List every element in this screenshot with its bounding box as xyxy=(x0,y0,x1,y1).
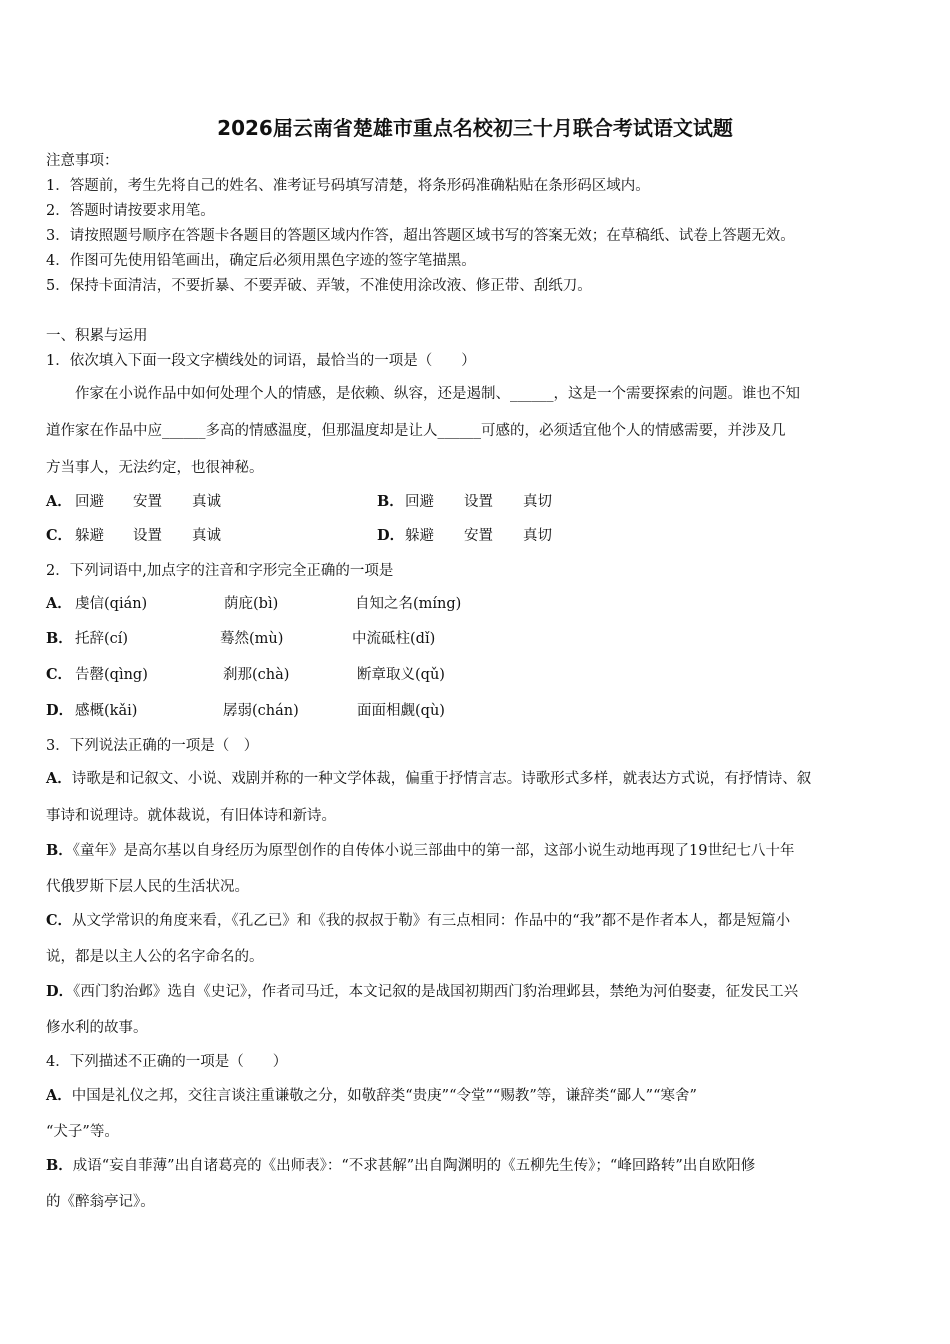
option-line xyxy=(46,1156,755,1176)
passage-line: 作家在小说作品中如何处理个人的情感，是依赖、纵容，还是遏制、______，这是一个需要探索的问题。谁也不知 xyxy=(46,386,800,402)
question-stem-1: 1．依次填入下面一段文字横线处的词语，最恰当的一项是（ ） xyxy=(46,353,476,369)
option-word: 躲避 xyxy=(405,528,434,544)
notice-heading: 注意事项： xyxy=(46,153,119,169)
option-word: 设置 xyxy=(133,528,162,544)
question-stem-2: 2．下列词语中,加点字的注音和字形完全正确的一项是 xyxy=(46,563,394,579)
option-word: 虔信(qián) xyxy=(75,596,148,612)
option-word: 感概(kǎi) xyxy=(75,703,138,719)
option-label: A． xyxy=(46,595,72,612)
option-line xyxy=(46,841,794,861)
option-line xyxy=(46,982,798,1002)
notice-item: 5．保持卡面清洁，不要折暴、不要弄破、弄皱，不准使用涂改液、修正带、刮纸刀。 xyxy=(46,278,592,294)
notice-item: 2．答题时请按要求用笔。 xyxy=(46,203,215,219)
option-word: 躲避 xyxy=(75,528,104,544)
option-line xyxy=(46,1086,697,1106)
option-text: 的《醉翁亭记》。 xyxy=(46,1194,155,1210)
option-label: C． xyxy=(46,527,73,544)
option-word: 真切 xyxy=(523,528,552,544)
notice-item: 3．请按照题号顺序在答题卡各题目的答题区域内作答，超出答题区域书写的答案无效；在草稿纸、试卷上答题无效。 xyxy=(46,228,795,244)
option-text: 《西门豹治邺》选自《史记》，作者司马迁，本文记叙的是战国初期西门豹治理邺县，禁绝为河伯娶妻，征发民工兴 xyxy=(73,984,799,1000)
question-stem-3: 3．下列说法正确的一项是（ ） xyxy=(46,738,259,754)
option-text: 诗歌是和记叙文、小说、戏剧并称的一种文学体裁，偏重于抒情言志。诗歌形式多样，就表达方式说，有抒情诗、叙 xyxy=(71,771,812,787)
option-label: B． xyxy=(46,1157,73,1174)
option-word: 回避 xyxy=(405,494,434,510)
passage-line: 方当事人，无法约定，也很神秘。 xyxy=(46,460,264,476)
option-line xyxy=(46,806,336,826)
option-label: D． xyxy=(377,527,405,544)
option-text: 说，都是以主人公的名字命名的。 xyxy=(46,949,264,965)
option-line xyxy=(46,1122,119,1142)
option-word: 设置 xyxy=(464,494,493,510)
option-line xyxy=(46,769,811,789)
option-label: A． xyxy=(46,493,72,510)
option-text: 成语“妄自菲薄”出自诸葛亮的《出师表》：“不求甚解”出自陶渊明的《五柳先生传》；“峰回路转”出自欧阳修 xyxy=(72,1158,756,1174)
option-word: 安置 xyxy=(133,494,162,510)
option-word: 中流砥柱(dǐ) xyxy=(352,631,436,647)
option-line xyxy=(46,947,264,967)
option-word: 真切 xyxy=(523,494,552,510)
option-word: 安置 xyxy=(464,528,493,544)
option-word: 断章取义(qǔ) xyxy=(357,667,445,683)
option-label: D． xyxy=(46,702,74,719)
option-text: 修水利的故事。 xyxy=(46,1020,148,1036)
option-line xyxy=(46,1192,155,1212)
option-label: B． xyxy=(377,493,404,510)
option-text: 代俄罗斯下层人民的生活状况。 xyxy=(46,879,249,895)
notice-item: 1．答题前，考生先将自己的姓名、准考证号码填写清楚，将条形码准确粘贴在条形码区域内。 xyxy=(46,178,650,194)
option-text: 从文学常识的角度来看，《孔乙已》和《我的叔叔于勒》有三点相同：作品中的“我”都不是作者本人，都是短篇小 xyxy=(72,913,791,929)
question-stem-4: 4．下列描述不正确的一项是（ ） xyxy=(46,1054,288,1070)
option-text: 《童年》是高尔基以自身经历为原型创作的自传体小说三部曲中的第一部，这部小说生动地再现了19世纪七八十年 xyxy=(72,843,795,859)
passage-line: 道作家在作品中应______多高的情感温度，但那温度却是让人______可感的，必须适宜他个人的情感需要，并涉及几 xyxy=(46,423,786,439)
option-line xyxy=(46,911,790,931)
option-word: 荫庇(bì) xyxy=(224,596,279,612)
option-text: 中国是礼仪之邦，交往言谈注重谦敬之分，如敬辞类“贵庚”“令堂”“赐教”等，谦辞类“鄙人”“寒舍” xyxy=(71,1088,697,1104)
option-label: A． xyxy=(46,1087,72,1104)
option-text: 事诗和说理诗。就体裁说，有旧体诗和新诗。 xyxy=(46,808,336,824)
page-title: 2026届云南省楚雄市重点名校初三十月联合考试语文试题 xyxy=(217,116,733,140)
option-label: B． xyxy=(46,630,73,647)
option-word: 回避 xyxy=(75,494,104,510)
option-label: D． xyxy=(46,983,74,1000)
option-line xyxy=(46,877,249,897)
option-line xyxy=(46,1018,148,1038)
option-word: 蓦然(mù) xyxy=(220,631,284,647)
notice-item: 4．作图可先使用铅笔画出，确定后必须用黑色字迹的签字笔描黑。 xyxy=(46,253,476,269)
option-word: 面面相觑(qù) xyxy=(357,703,445,719)
option-word: 真诚 xyxy=(192,528,221,544)
option-label: C． xyxy=(46,912,73,929)
option-word: 真诚 xyxy=(192,494,221,510)
option-word: 刹那(chà) xyxy=(223,667,290,683)
option-label: A． xyxy=(46,770,72,787)
option-label: C． xyxy=(46,666,73,683)
option-label: B． xyxy=(46,842,73,859)
option-text: “犬子”等。 xyxy=(46,1124,119,1140)
option-word: 告罄(qìng) xyxy=(75,667,148,683)
option-word: 自知之名(míng) xyxy=(355,596,462,612)
option-word: 孱弱(chán) xyxy=(223,703,299,719)
option-word: 托辞(cí) xyxy=(75,631,129,647)
section-heading: 一、积累与运用 xyxy=(46,328,148,344)
